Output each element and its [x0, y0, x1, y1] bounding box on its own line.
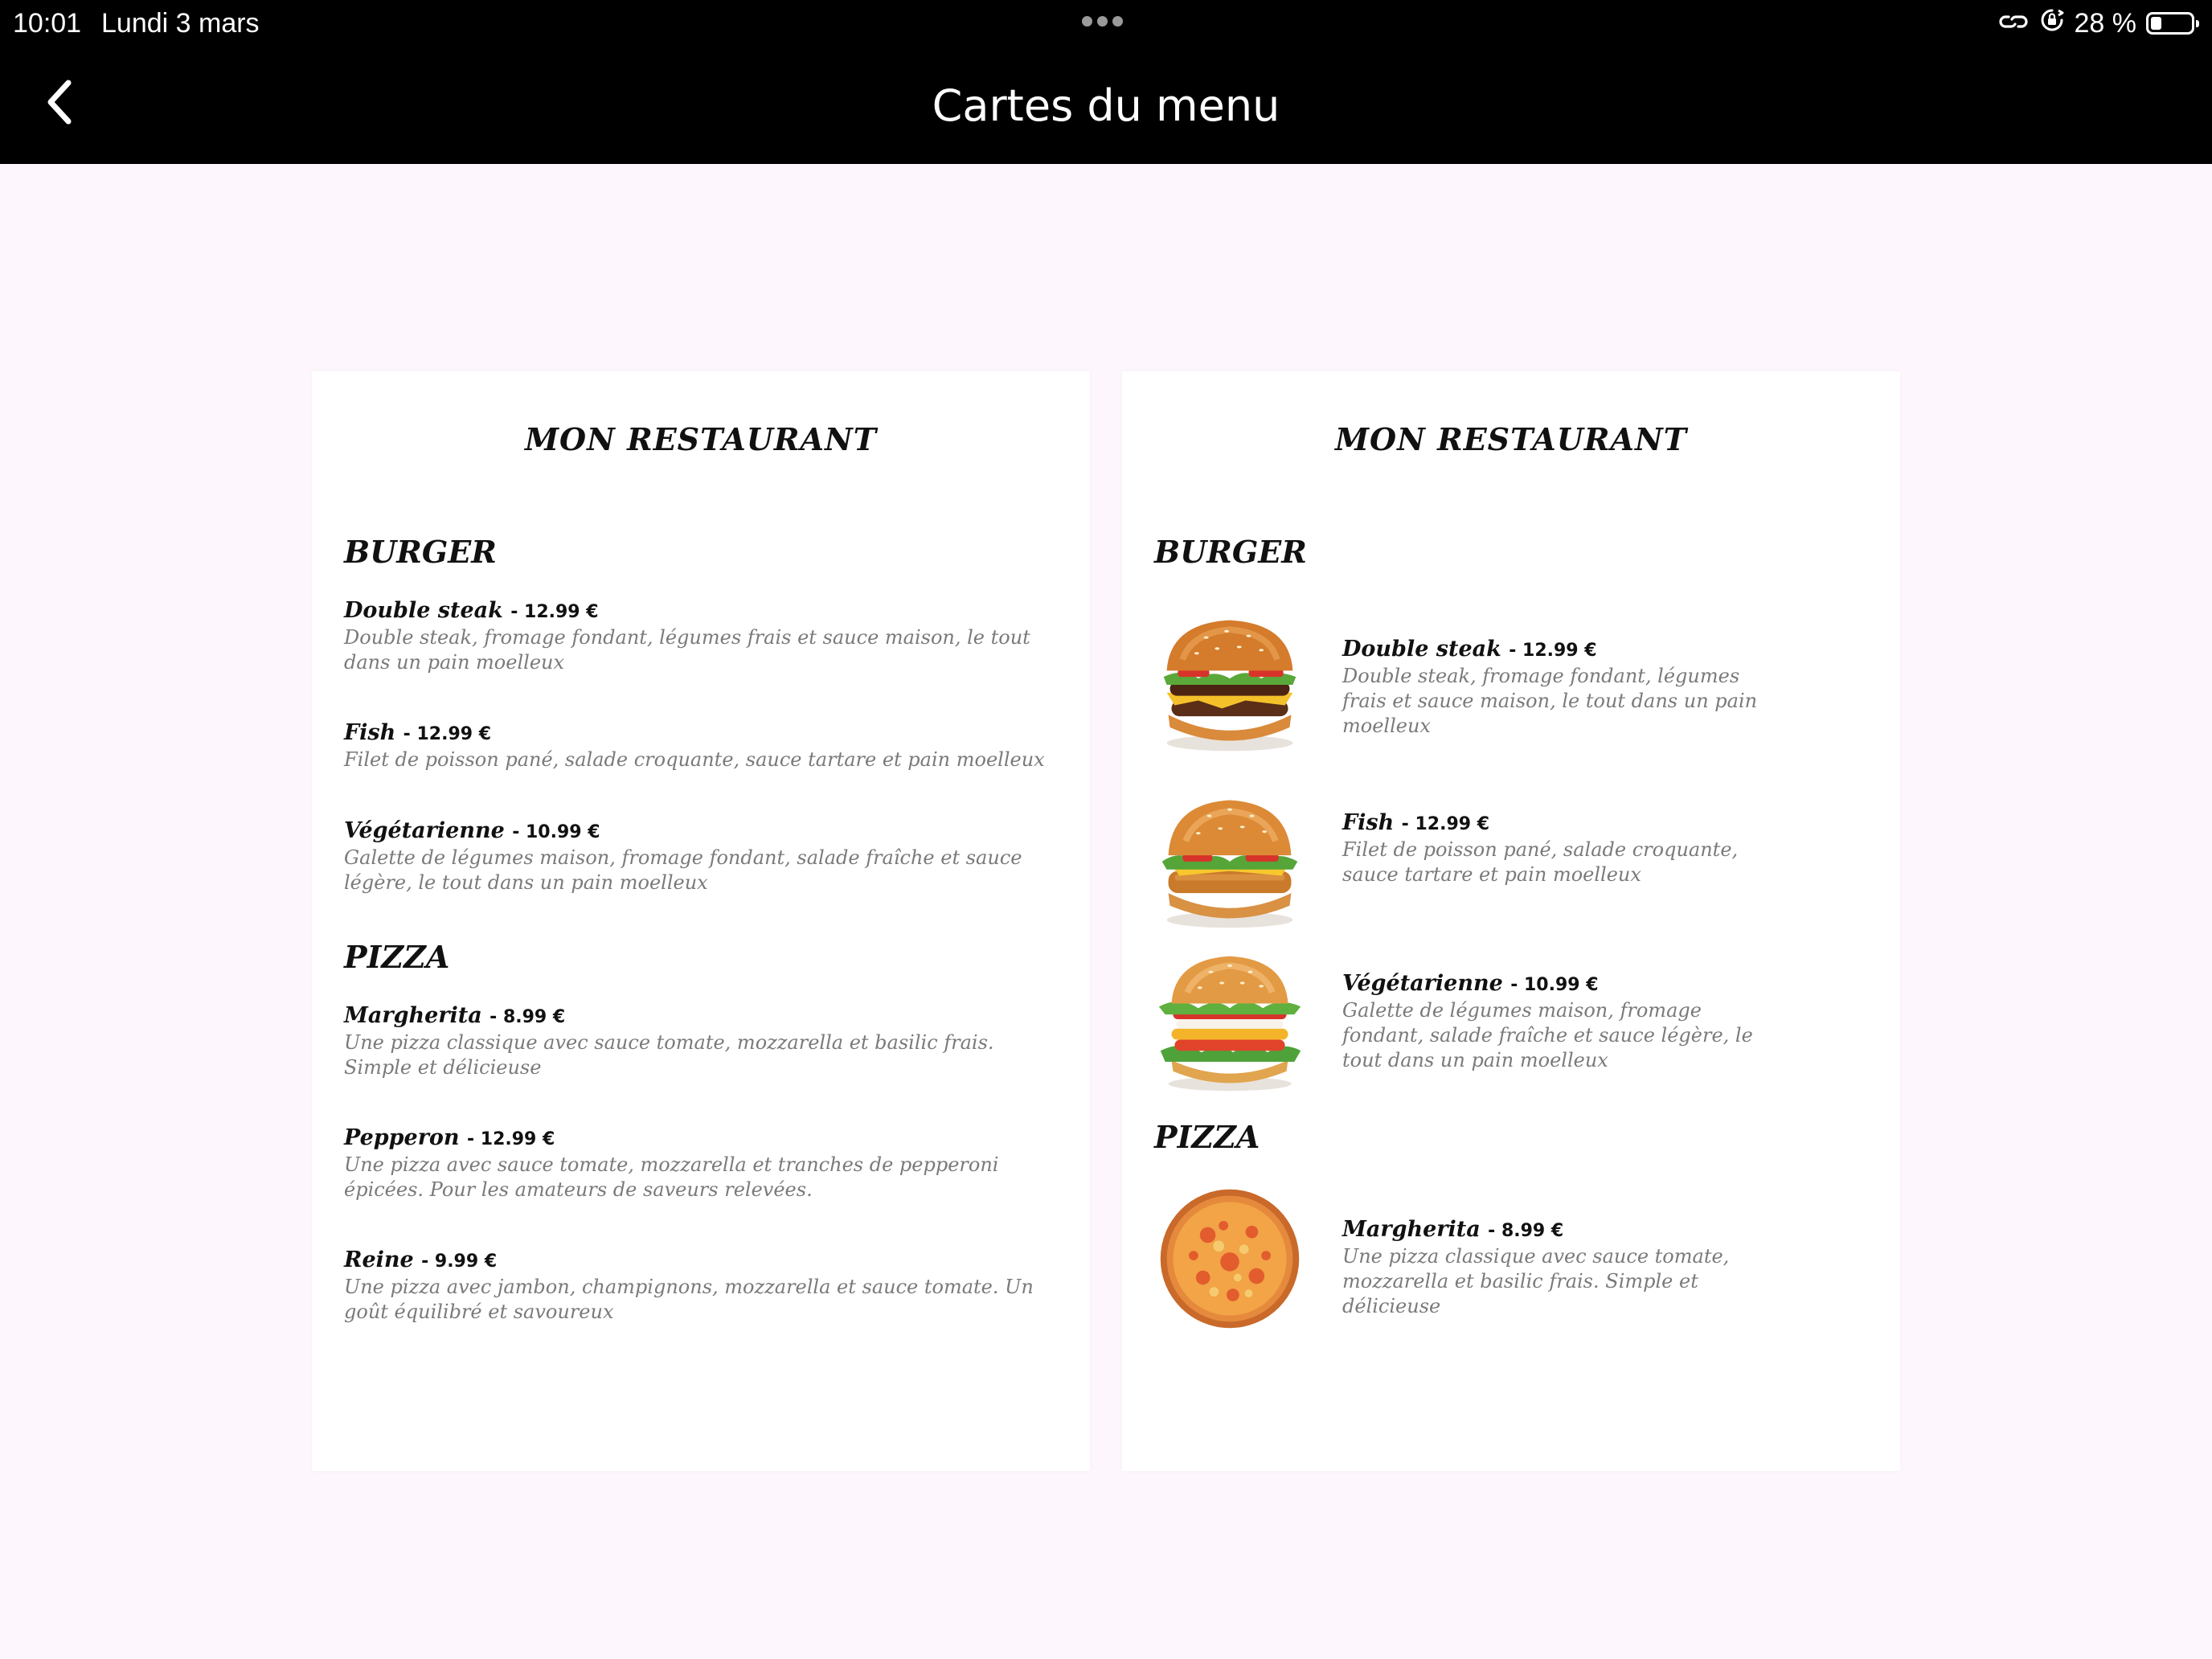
item-description: Double steak, fromage fondant, légumes frais et sauce maison, le tout dans un pain moelleux — [344, 626, 1030, 674]
item-description: Une pizza classique avec sauce tomate, mozzarella et basilic frais. Simple et délicieuse — [1342, 1245, 1730, 1317]
battery-percent: 28 % — [2074, 7, 2136, 39]
status-time: 10:01 — [13, 8, 82, 39]
item-description: Galette de légumes maison, fromage fondant, salade fraîche et sauce légère, le tout dans un pain moelleux — [1342, 999, 1753, 1071]
item-price: 12.99 € — [1415, 814, 1490, 834]
menu-item: Reine - 9.99 € Une pizza avec jambon, champignons, mozzarella et sauce tomate. Un goût équilibré et savoureux — [344, 1247, 1051, 1325]
item-name: Végétarienne — [344, 818, 505, 843]
item-price: 12.99 € — [480, 1129, 555, 1149]
menu-item: Végétarienne - 10.99 € Galette de légumes maison, fromage fondant, salade fraîche et sauce légère, le tout dans un pain moelleux — [344, 818, 1051, 895]
section-title-pizza: PIZZA — [1154, 1119, 1260, 1155]
battery-icon — [2146, 12, 2194, 35]
item-price: 8.99 € — [1501, 1221, 1564, 1241]
item-description: Une pizza classique avec sauce tomate, mozzarella et basilic frais. Simple et délicieuse — [344, 1031, 994, 1079]
item-price: 10.99 € — [1523, 975, 1599, 995]
item-name: Margherita — [344, 1003, 482, 1028]
item-price: 12.99 € — [416, 724, 492, 744]
double-steak-burger-image — [1151, 604, 1309, 762]
item-price: 12.99 € — [1522, 641, 1597, 661]
item-description: Galette de légumes maison, fromage fondant, salade fraîche et sauce légère, le tout dans un pain moelleux — [344, 846, 1022, 894]
dot-icon — [1112, 16, 1123, 27]
status-indicators — [1997, 3, 2200, 43]
dot-icon — [1097, 16, 1108, 27]
page-title: Cartes du menu — [932, 80, 1280, 131]
section-title-burger: BURGER — [344, 534, 497, 570]
item-price: 8.99 € — [502, 1007, 566, 1027]
menu-item: Fish - 12.99 € Filet de poisson pané, salade croquante, sauce tartare et pain moelleux — [344, 720, 1051, 772]
item-price: 9.99 € — [434, 1251, 498, 1272]
battery-level — [2151, 17, 2161, 30]
item-description: Filet de poisson pané, salade croquante, sauce tartare et pain moelleux — [344, 748, 1045, 771]
item-price: 12.99 € — [524, 602, 599, 622]
section-title-burger: BURGER — [1154, 534, 1307, 570]
item-name: Pepperon — [344, 1125, 460, 1150]
item-name: Végétarienne — [1342, 971, 1503, 996]
menu-card-photos[interactable] — [1122, 371, 1900, 1471]
dot-icon — [1082, 16, 1092, 27]
restaurant-name: MON RESTAURANT — [1334, 421, 1687, 457]
item-description: Double steak, fromage fondant, légumes frais et sauce maison, le tout dans un pain moelleux — [1342, 665, 1758, 737]
item-description: Une pizza avec jambon, champignons, mozzarella et sauce tomate. Un goût équilibré et savoureux — [344, 1276, 1034, 1323]
item-name: Reine — [344, 1247, 414, 1272]
section-title-pizza: PIZZA — [344, 939, 450, 975]
item-name: Fish — [344, 720, 396, 745]
menu-card-text[interactable] — [312, 371, 1090, 1471]
menu-item: Pepperon - 12.99 € Une pizza avec sauce tomate, mozzarella et tranches de pepperoni épicées. Pour les amateurs de saveurs relevées. — [344, 1125, 1051, 1202]
status-date: Lundi 3 mars — [101, 8, 260, 39]
menu-item: Double steak - 12.99 € Double steak, fromage fondant, légumes frais et sauce maison, le tout dans un pain moelleux — [344, 598, 1051, 675]
item-name: Margherita — [1342, 1217, 1481, 1242]
orientation-lock-icon — [2039, 7, 2065, 40]
item-name: Double steak — [344, 598, 503, 623]
multitasking-dots[interactable] — [1082, 16, 1123, 27]
margherita-pizza-image — [1151, 1180, 1309, 1337]
item-name: Double steak — [1342, 637, 1501, 662]
top-bar — [0, 0, 2212, 164]
vegetarian-burger-image — [1151, 942, 1309, 1100]
fish-burger-image — [1151, 780, 1309, 937]
menu-item: Margherita - 8.99 € Une pizza classique avec sauce tomate, mozzarella et basilic frais. Simple et délicieuse — [344, 1003, 1051, 1080]
menu-item: Double steak - 12.99 € Double steak, fromage fondant, légumes frais et sauce maison, le tout dans un pain moelleux — [1342, 637, 1776, 739]
menu-item: Fish - 12.99 € Filet de poisson pané, salade croquante, sauce tartare et pain moelleux — [1342, 810, 1776, 887]
item-description: Filet de poisson pané, salade croquante, sauce tartare et pain moelleux — [1342, 838, 1739, 886]
item-price: 10.99 € — [525, 822, 600, 842]
item-name: Fish — [1342, 810, 1395, 835]
item-description: Une pizza avec sauce tomate, mozzarella et tranches de pepperoni épicées. Pour les amateurs de saveurs relevées. — [344, 1153, 999, 1201]
menu-item: Margherita - 8.99 € Une pizza classique avec sauce tomate, mozzarella et basilic frais. Simple et délicieuse — [1342, 1217, 1776, 1319]
link-icon — [1997, 8, 2030, 39]
restaurant-name: MON RESTAURANT — [524, 421, 877, 457]
menu-item: Végétarienne - 10.99 € Galette de légumes maison, fromage fondant, salade fraîche et sauce légère, le tout dans un pain moelleux — [1342, 971, 1776, 1073]
